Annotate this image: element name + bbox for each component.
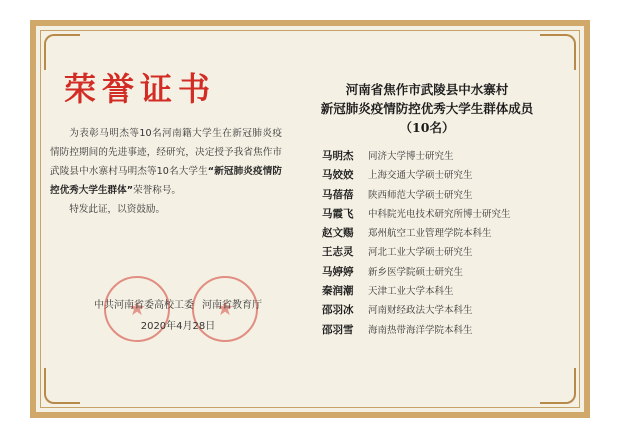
- member-name: 马姣姣: [322, 169, 354, 182]
- member-affiliation: 河北工业大学硕士研究生: [368, 247, 473, 259]
- list-item: [322, 260, 562, 279]
- member-affiliation: 海南热带海洋学院本科生: [368, 324, 473, 336]
- member-affiliation: 新乡医学院硕士研究生: [368, 266, 464, 278]
- list-item: [322, 298, 562, 317]
- list-item: [322, 163, 562, 182]
- heading-line-count: （10名）: [399, 120, 455, 135]
- member-name: 马霞飞: [322, 207, 354, 220]
- closing-sentence: 特发此证，以资鼓励。: [69, 204, 166, 215]
- citation-paragraph: [50, 124, 282, 200]
- citation-text-end: 荣誉称号。: [133, 185, 182, 196]
- citation-text-start: 为表彰马明杰等10名河南籍大学生在新冠肺炎疫情防控期间的先进事迹，经研究，决定授予我省焦作市武陵县中水寨村马明杰等10名大学生: [50, 128, 282, 177]
- member-name: 邵羽冰: [322, 304, 354, 317]
- issuing-authorities: [68, 296, 288, 311]
- member-affiliation: 同济大学博士研究生: [368, 151, 454, 162]
- member-affiliation: 陕西师范大学硕士研究生: [368, 189, 473, 201]
- heading-line-group: 新冠肺炎疫情防控优秀大学生群体成员: [320, 101, 534, 116]
- member-name: 马蓓蓓: [322, 188, 354, 201]
- recipient-group-heading: [302, 80, 552, 137]
- certificate-title: 荣誉证书: [64, 70, 217, 108]
- member-affiliation: 上海交通大学硕士研究生: [368, 170, 473, 182]
- member-affiliation: 河南财经政法大学本科生: [368, 305, 473, 317]
- member-name: 邵羽雪: [322, 323, 354, 336]
- list-item: [322, 318, 562, 337]
- member-affiliation: 中科院光电技术研究所博士研究生: [368, 208, 511, 220]
- member-name: 马婷婷: [322, 265, 354, 278]
- citation-text: [50, 124, 282, 229]
- member-affiliation: 天津工业大学本科生: [368, 286, 454, 298]
- member-list: [322, 144, 562, 337]
- list-item: [322, 240, 562, 259]
- member-name: 秦润潮: [322, 285, 354, 298]
- member-name: 赵文赐: [322, 227, 354, 240]
- member-name: 王志灵: [322, 246, 354, 259]
- list-item: [322, 221, 562, 240]
- list-item: [322, 279, 562, 298]
- issuer-name: 中共河南省委高校工委: [94, 300, 194, 311]
- list-item: [322, 202, 562, 221]
- issue-date: 2020年4月28日: [140, 321, 216, 332]
- member-affiliation: 郑州航空工业管理学院本科生: [368, 228, 492, 240]
- list-item: [322, 144, 562, 163]
- corner-ornament-bottom-right: [540, 368, 576, 404]
- member-name: 马明杰: [322, 150, 354, 162]
- issuer-name: 河南省教育厅: [202, 300, 262, 311]
- list-item: [322, 183, 562, 202]
- corner-ornament-top-right: [540, 34, 576, 70]
- corner-ornament-bottom-left: [44, 368, 80, 404]
- heading-line-location: 河南省焦作市武陵县中水寨村: [345, 82, 509, 97]
- honor-title-text: “新冠肺炎疫情防控优秀大学生群体”: [50, 166, 282, 196]
